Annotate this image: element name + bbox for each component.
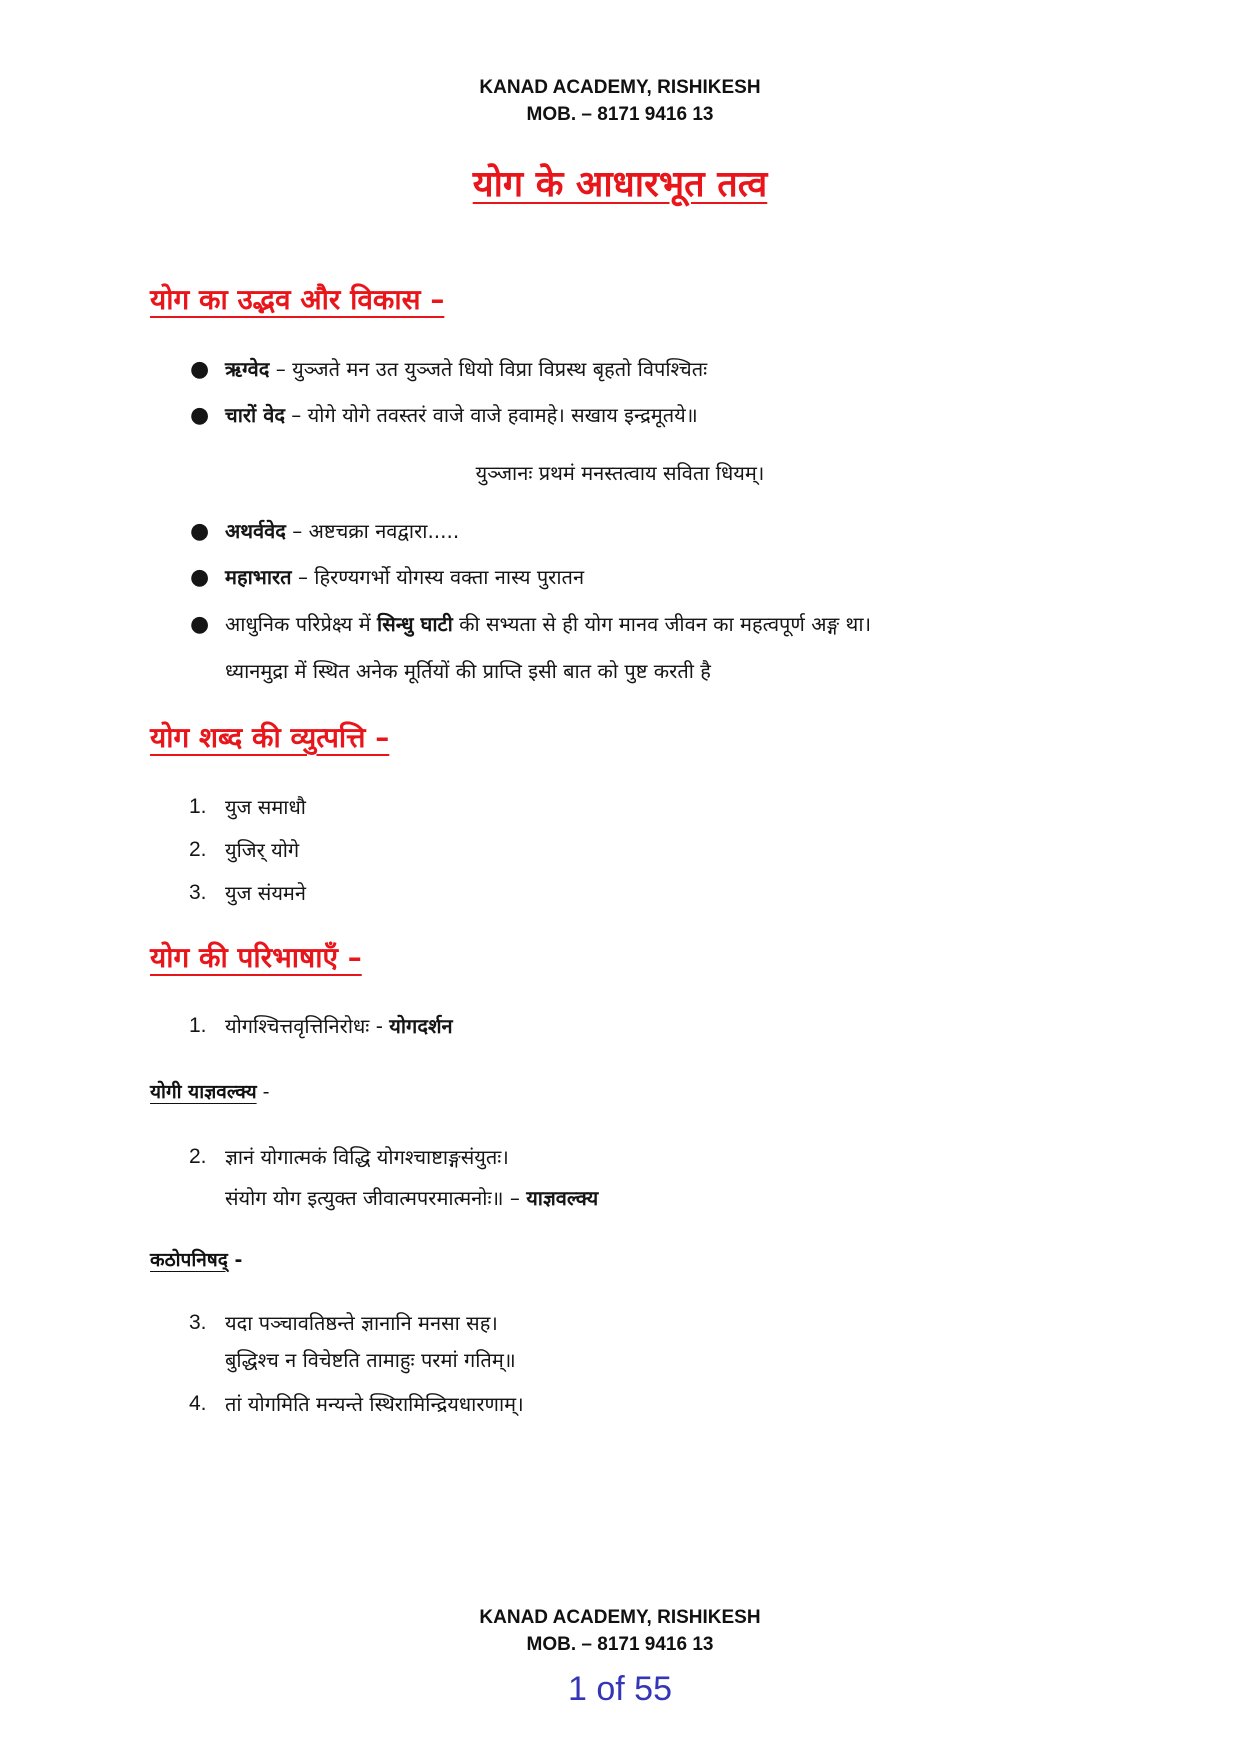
list-item: ऋग्वेद – युञ्जते मन उत युञ्जते धियो विप्रा विप्रस्थ बृहतो विपश्चितः xyxy=(225,357,708,381)
verse-line: युञ्जानः प्रथमं मनस्तत्वाय सविता धियम्। xyxy=(475,461,765,485)
header-mobile: MOB. – 8171 9416 13 xyxy=(526,104,714,125)
section-heading-definitions: योग की परिभाषाएँ – xyxy=(150,941,362,974)
page-header xyxy=(0,74,1240,128)
bullet-icon: ● xyxy=(190,519,210,544)
list-item: तां योगमिति मन्यन्ते स्थिरामिन्द्रियधारणाम्। xyxy=(225,1392,524,1416)
list-number: 4. xyxy=(189,1392,207,1415)
page-indicator: 1 of 55 xyxy=(568,1670,672,1708)
list-item: योगश्चित्तवृत्तिनिरोधः - योगदर्शन xyxy=(225,1014,453,1038)
list-item: आधुनिक परिप्रेक्ष्य में सिन्धु घाटी की सभ्यता से ही योग मानव जीवन का महत्वपूर्ण अङ्ग था। xyxy=(225,612,872,636)
list-item-continuation: ध्यानमुद्रा में स्थित अनेक मूर्तियों की प्राप्ति इसी बात को पुष्ट करती है xyxy=(225,659,711,683)
list-item: युज समाधौ xyxy=(225,795,306,819)
page-title: योग के आधारभूत तत्व xyxy=(472,164,768,205)
bullet-icon: ● xyxy=(190,565,210,590)
list-item: महाभारत – हिरण्यगर्भो योगस्य वक्ता नास्य पुरातन xyxy=(225,565,585,589)
list-number: 1. xyxy=(189,795,207,818)
list-number: 3. xyxy=(189,881,207,904)
subheading-kathopanishad: कठोपनिषद् - xyxy=(150,1249,243,1271)
list-item: यदा पञ्चावतिष्ठन्ते ज्ञानानि मनसा सह। xyxy=(225,1311,498,1335)
page-footer xyxy=(0,1604,1240,1658)
header-academy: KANAD ACADEMY, RISHIKESH xyxy=(479,77,761,98)
subheading-yajnavalkya: योगी याज्ञवल्क्य - xyxy=(150,1081,270,1103)
bullet-icon: ● xyxy=(190,403,210,428)
list-item: अथर्ववेद – अष्टचक्रा नवद्वारा..... xyxy=(225,519,460,543)
list-number: 2. xyxy=(189,838,207,861)
bullet-icon: ● xyxy=(190,357,210,382)
bullet-icon: ● xyxy=(190,612,210,637)
list-item-continuation: बुद्धिश्च न विचेष्टति तामाहुः परमां गतिम्॥ xyxy=(225,1348,516,1372)
section-heading-etymology: योग शब्द की व्युत्पत्ति – xyxy=(150,721,390,754)
list-item: ज्ञानं योगात्मकं विद्धि योगश्चाष्टाङ्गसंयुतः। xyxy=(225,1145,509,1169)
list-item: चारों वेद – योगे योगे तवस्तरं वाजे वाजे हवामहे। सखाय इन्द्रमूतये॥ xyxy=(225,403,698,427)
list-item: युज संयमने xyxy=(225,881,306,905)
list-item: युजिर् योगे xyxy=(225,838,300,862)
list-item-continuation: संयोग योग इत्युक्त जीवात्मपरमात्मनोः॥ – याज्ञवल्क्य xyxy=(225,1186,599,1210)
list-number: 1. xyxy=(189,1014,207,1037)
list-number: 3. xyxy=(189,1311,207,1334)
footer-mobile: MOB. – 8171 9416 13 xyxy=(526,1634,714,1655)
list-number: 2. xyxy=(189,1145,207,1168)
footer-academy: KANAD ACADEMY, RISHIKESH xyxy=(479,1607,761,1628)
section-heading-origin: योग का उद्भव और विकास – xyxy=(150,283,445,316)
